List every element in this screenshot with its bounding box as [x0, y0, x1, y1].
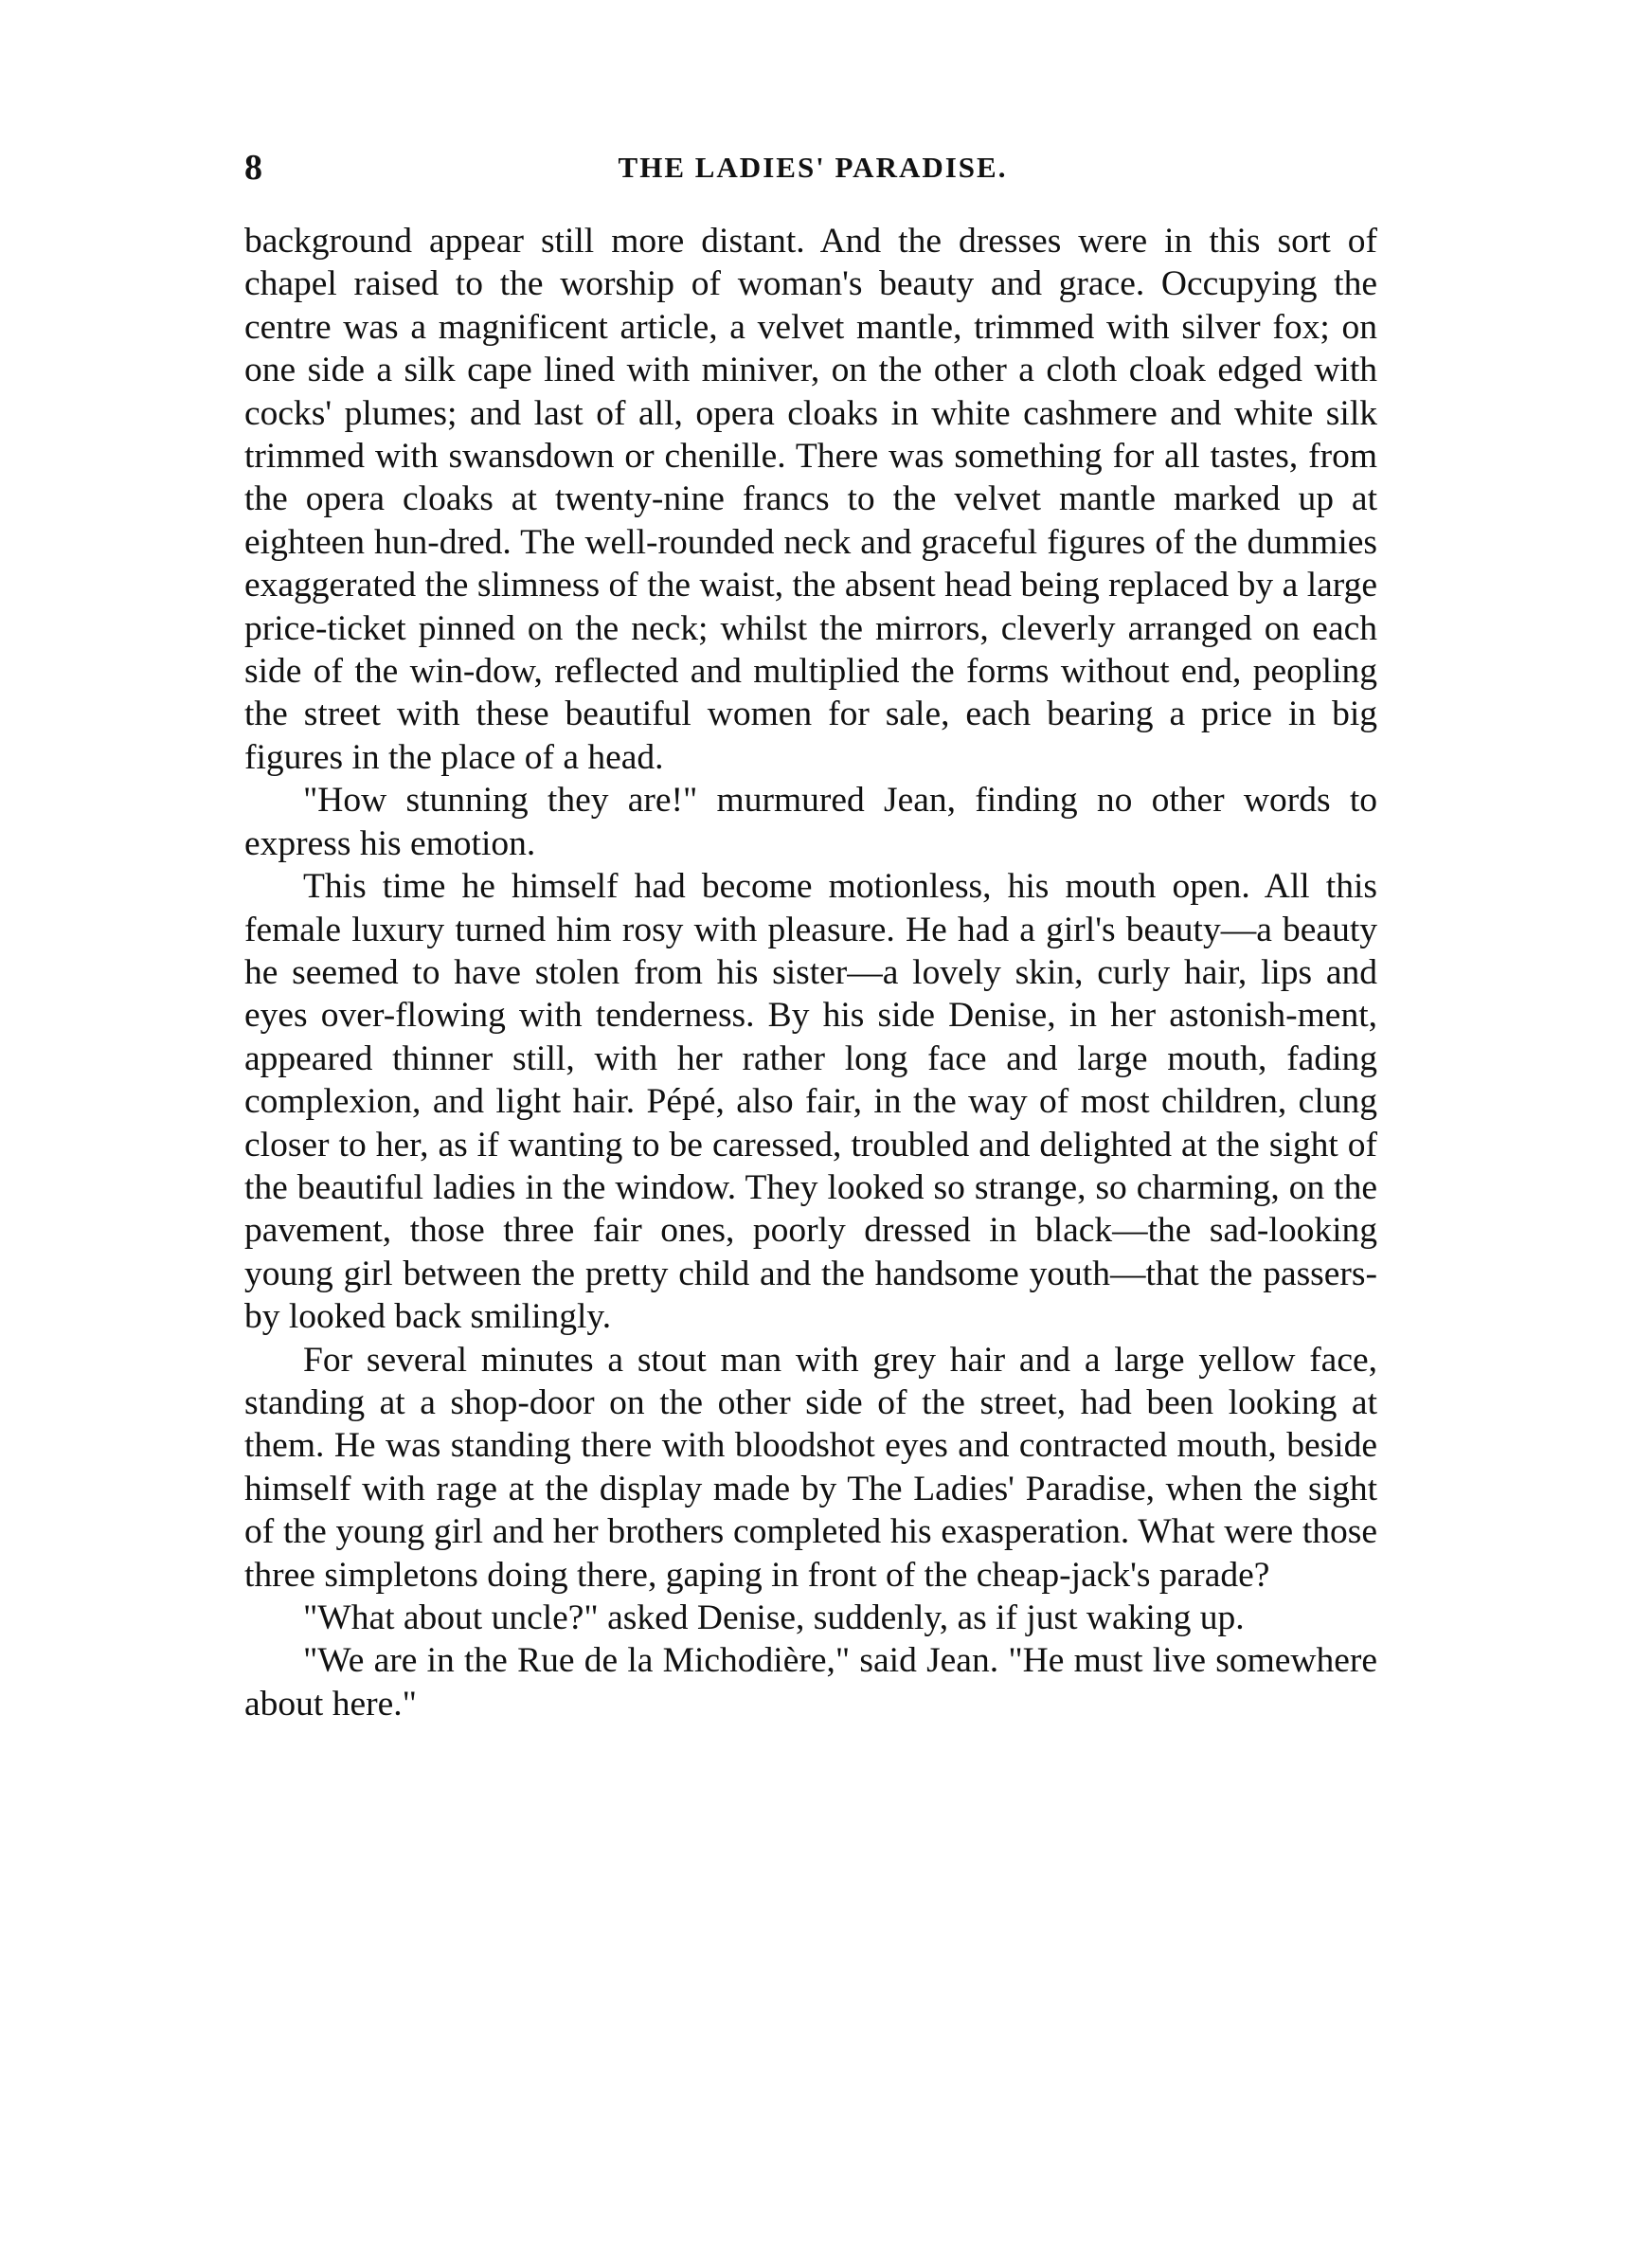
- paragraph-4: For several minutes a stout man with grey hair and a large yellow face, standing at a shop-door on the other side of the street, had been looking at them. He was standing there with bloodshot eyes and contracted mouth, beside himself with rage at the display made by The Ladies' Paradise, when the sight of the young girl and her brothers completed his exasperation. What were those three simpletons doing there, gaping in front of the cheap-jack's parade?: [244, 1340, 1377, 1595]
- paragraph-5: "What about uncle?" asked Denise, suddenly, as if just waking up.: [303, 1598, 1245, 1637]
- paragraph-2: "How stunning they are!" murmured Jean, finding no other words to express his emotion.: [244, 781, 1377, 863]
- body-text: [244, 220, 1377, 1725]
- paragraph-3: This time he himself had become motionless, his mouth open. All this female luxury turned him rosy with pleasure. He had a girl's beauty—a beauty he seemed to have stolen from his sister—a lovely skin, curly hair, lips and eyes over-flowing with tenderness. By his side Denise, in her astonish-ment, appeared thinner still, with her rather long face and large mouth, fading complexion, and light hair. Pépé, also fair, in the way of most children, clung closer to her, as if wanting to be caressed, troubled and delighted at the sight of the beautiful ladies in the window. They looked so strange, so charming, on the pavement, those three fair ones, poorly dressed in black—the sad-looking young girl between the pretty child and the handsome youth—that the passers-by looked back smilingly.: [244, 867, 1377, 1337]
- running-head: [244, 144, 1362, 191]
- running-title: THE LADIES' PARADISE.: [618, 151, 1008, 184]
- paragraph-6: "We are in the Rue de la Michodière," said Jean. "He must live somewhere about here.": [244, 1641, 1377, 1724]
- paragraph-1: background appear still more distant. And the dresses were in this sort of chapel raised to the worship of woman's beauty and grace. Occupying the centre was a magnificent article, a velvet mantle, trimmed with silver fox; on one side a silk cape lined with miniver, on the other a cloth cloak edged with cocks' plumes; and last of all, opera cloaks in white cashmere and white silk trimmed with swansdown or chenille. There was something for all tastes, from the opera cloaks at twenty-nine francs to the velvet mantle marked up at eighteen hun-dred. The well-rounded neck and graceful figures of the dummies exaggerated the slimness of the waist, the absent head being replaced by a large price-ticket pinned on the neck; whilst the mirrors, cleverly arranged on each side of the win-dow, reflected and multiplied the forms without end, peopling the street with these beautiful women for sale, each bearing a price in big figures in the place of a head.: [244, 222, 1377, 777]
- page-number: 8: [244, 148, 262, 188]
